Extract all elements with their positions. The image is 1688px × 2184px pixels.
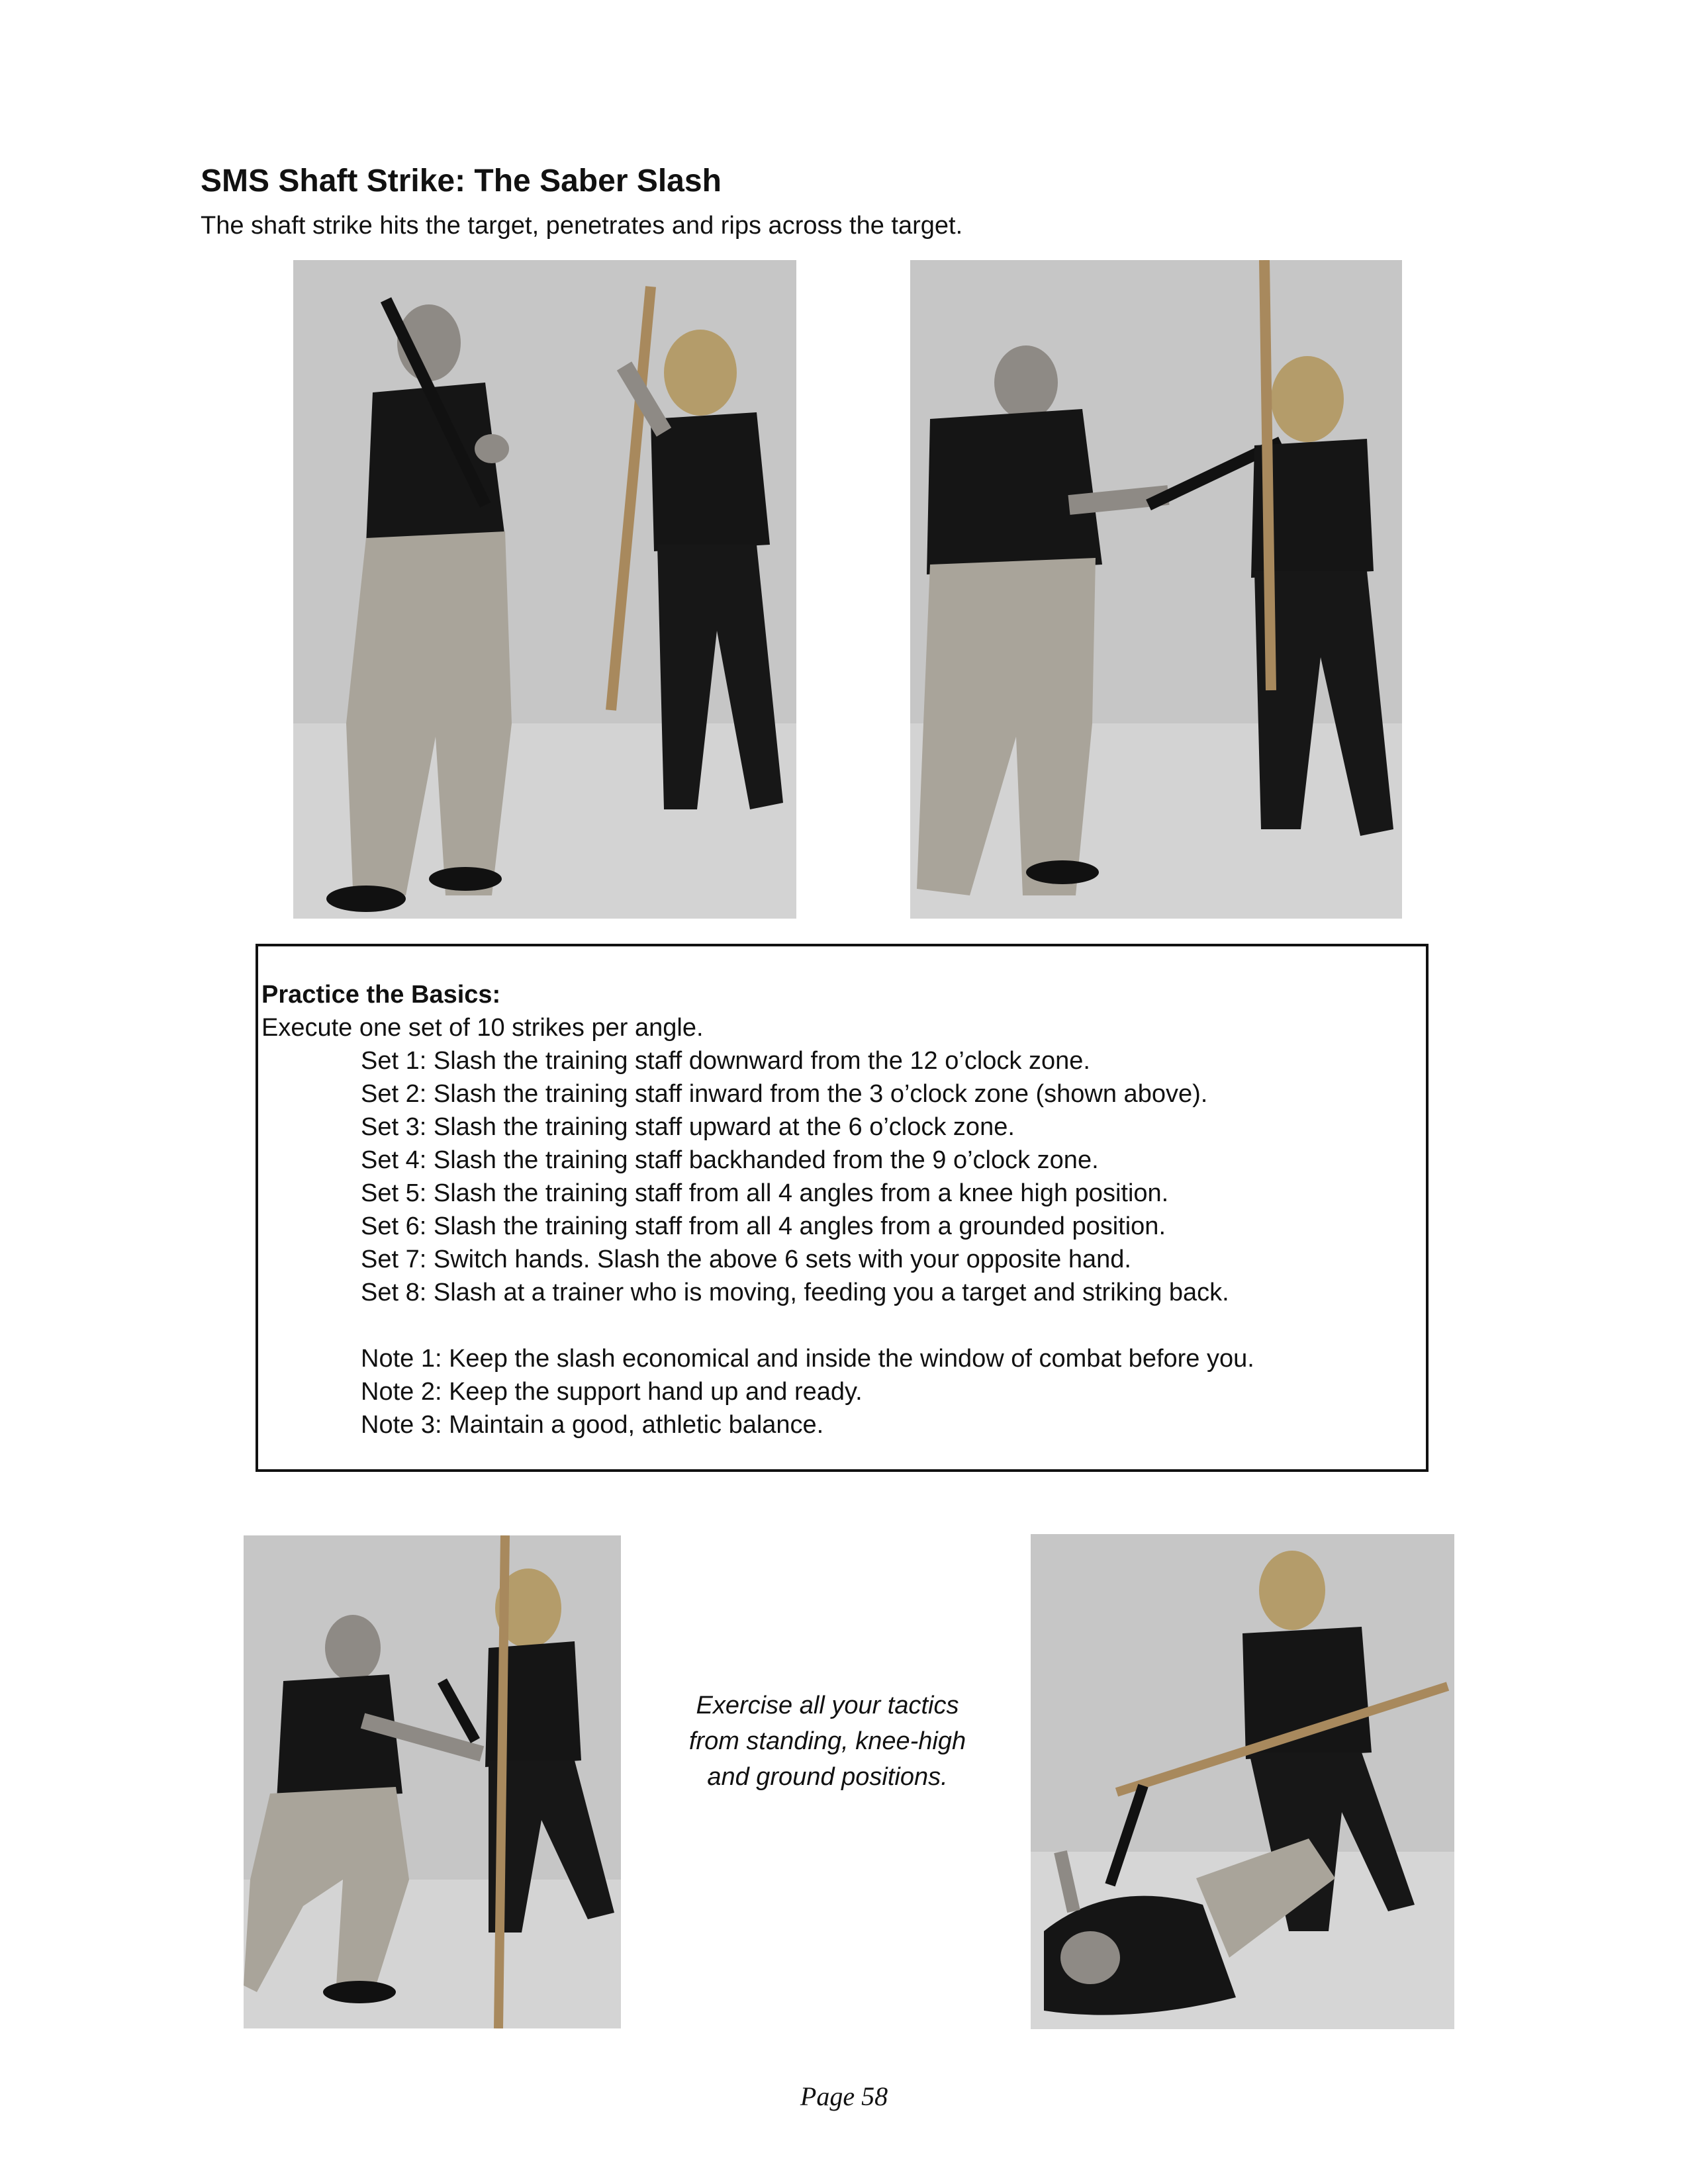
practice-set-7: Set 7: Switch hands. Slash the above 6 sets with your opposite hand. — [361, 1246, 1131, 1273]
caption-line-1: Exercise all your tactics — [696, 1692, 959, 1719]
practice-set-2: Set 2: Slash the training staff inward from the 3 o’clock zone (shown above). — [361, 1080, 1208, 1108]
page-subtitle: The shaft strike hits the target, penetrates and rips across the target. — [201, 212, 963, 240]
photo-ground-position — [1031, 1534, 1454, 2029]
photo-caption — [662, 1688, 993, 1795]
practice-note-3: Note 3: Maintain a good, athletic balance. — [361, 1411, 824, 1439]
practice-set-5: Set 5: Slash the training staff from all 4 angles from a knee high position. — [361, 1179, 1169, 1207]
practice-note-2: Note 2: Keep the support hand up and ready. — [361, 1378, 863, 1406]
page-title: SMS Shaft Strike: The Saber Slash — [201, 163, 722, 199]
practice-set-3: Set 3: Slash the training staff upward at the 6 o’clock zone. — [361, 1113, 1015, 1141]
practice-intro: Execute one set of 10 strikes per angle. — [261, 1014, 704, 1042]
practice-heading: Practice the Basics: — [261, 981, 501, 1009]
practice-set-6: Set 6: Slash the training staff from all 4 angles from a grounded position. — [361, 1212, 1166, 1240]
practice-set-8: Set 8: Slash at a trainer who is moving, feeding you a target and striking back. — [361, 1279, 1229, 1306]
practice-set-1: Set 1: Slash the training staff downward from the 12 o’clock zone. — [361, 1047, 1090, 1075]
photo-standing-ready — [293, 260, 796, 919]
caption-line-3: and ground positions. — [707, 1763, 948, 1791]
practice-note-1: Note 1: Keep the slash economical and inside the window of combat before you. — [361, 1345, 1254, 1373]
photo-knee-high — [244, 1535, 621, 2028]
photo-standing-slash — [910, 260, 1402, 919]
caption-line-2: from standing, knee-high — [688, 1727, 966, 1755]
practice-set-4: Set 4: Slash the training staff backhanded from the 9 o’clock zone. — [361, 1146, 1099, 1174]
page-number: Page 58 — [800, 2081, 888, 2111]
